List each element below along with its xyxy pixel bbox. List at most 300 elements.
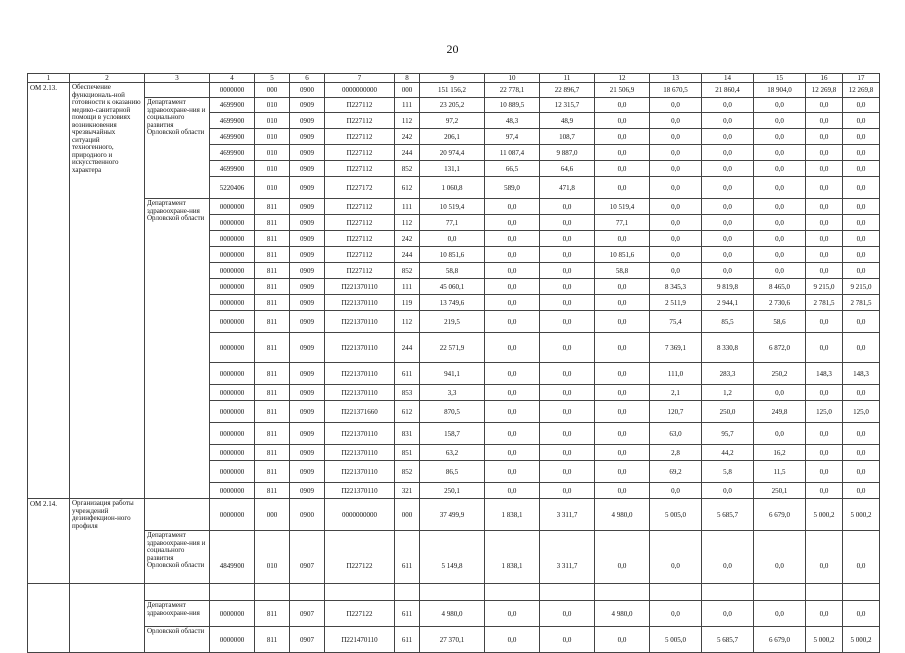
table-cell: 3 311,7 [540, 531, 595, 601]
table-cell: 811 [255, 247, 290, 263]
table-cell: 0000000 [210, 401, 255, 423]
table-cell: 0,0 [754, 263, 806, 279]
table-cell: 18 904,0 [754, 83, 806, 98]
table-cell: 250,1 [420, 483, 485, 499]
table-cell: 811 [255, 601, 290, 627]
table-cell: 2,1 [650, 385, 702, 401]
table-cell: 0909 [290, 401, 325, 423]
table-cell: 0,0 [702, 215, 754, 231]
table-cell: 13 749,6 [420, 295, 485, 311]
table-cell: 5 000,2 [843, 627, 880, 653]
table-cell: 611 [395, 363, 420, 385]
table-cell: 10 851,6 [595, 247, 650, 263]
table-cell: 6 679,0 [754, 499, 806, 531]
table-cell: 0,0 [540, 279, 595, 295]
table-cell: 0,0 [485, 247, 540, 263]
table-cell: 111 [395, 98, 420, 113]
table-cell: 0,0 [754, 129, 806, 145]
table-cell: П221370110 [325, 333, 395, 363]
table-cell: 0000000000 [325, 83, 395, 98]
table-cell: 125,0 [806, 401, 843, 423]
table-cell: 120,7 [650, 401, 702, 423]
table-cell: 0,0 [595, 98, 650, 113]
table-cell: 0,0 [843, 129, 880, 145]
table-cell: 5 685,7 [702, 499, 754, 531]
table-cell: 0909 [290, 145, 325, 161]
table-cell: 0,0 [485, 215, 540, 231]
table-cell: 3,3 [420, 385, 485, 401]
table-cell: П227112 [325, 199, 395, 215]
table-cell: 0,0 [806, 445, 843, 461]
table-cell: 112 [395, 215, 420, 231]
table-cell: 22 571,9 [420, 333, 485, 363]
table-cell: 108,7 [540, 129, 595, 145]
table-cell: 0909 [290, 483, 325, 499]
table-cell: 612 [395, 401, 420, 423]
table-cell: 852 [395, 263, 420, 279]
table-cell: П227122 [325, 531, 395, 601]
table-cell: 158,7 [420, 423, 485, 445]
table-cell: 0000000 [210, 445, 255, 461]
column-number-header: 2 [70, 74, 145, 83]
table-cell: 0,0 [595, 129, 650, 145]
table-cell: 64,6 [540, 161, 595, 177]
table-cell: 5 000,2 [806, 627, 843, 653]
table-cell: 0909 [290, 161, 325, 177]
table-cell: 250,1 [754, 483, 806, 499]
table-cell: 85,5 [702, 311, 754, 333]
table-cell: 0,0 [595, 445, 650, 461]
table-cell: 2 511,9 [650, 295, 702, 311]
table-cell: 86,5 [420, 461, 485, 483]
table-cell: 000 [395, 499, 420, 531]
table-cell: 0,0 [650, 113, 702, 129]
table-cell: 0,0 [540, 247, 595, 263]
table-cell: 0,0 [540, 627, 595, 653]
table-row [28, 531, 880, 601]
table-cell: 0909 [290, 295, 325, 311]
column-number-header: 1 [28, 74, 70, 83]
table-cell: 0,0 [806, 231, 843, 247]
table-cell: 010 [255, 113, 290, 129]
table-cell: 0,0 [540, 601, 595, 627]
table-cell: П221370110 [325, 363, 395, 385]
table-cell: 219,5 [420, 311, 485, 333]
table-cell: 148,3 [806, 363, 843, 385]
table-cell: 0,0 [754, 199, 806, 215]
table-cell: 18 670,5 [650, 83, 702, 98]
table-cell: П221370110 [325, 279, 395, 295]
table-cell: 0909 [290, 263, 325, 279]
table-cell: П227172 [325, 177, 395, 199]
table-cell: П221370110 [325, 445, 395, 461]
table-cell: П227112 [325, 98, 395, 113]
table-cell: 0,0 [754, 385, 806, 401]
table-cell: 1 838,1 [485, 531, 540, 601]
table-cell: 4699900 [210, 98, 255, 113]
table-cell: 0909 [290, 279, 325, 295]
table-cell: 0,0 [485, 423, 540, 445]
table-cell: 0,0 [806, 161, 843, 177]
table-cell: 0909 [290, 177, 325, 199]
table-cell: 811 [255, 215, 290, 231]
table-cell: 0000000 [210, 461, 255, 483]
table-cell: 283,3 [702, 363, 754, 385]
table-cell: 63,2 [420, 445, 485, 461]
table-cell: 4699900 [210, 161, 255, 177]
table-cell: 0,0 [806, 601, 843, 627]
table-cell: П227112 [325, 113, 395, 129]
table-cell: 0,0 [806, 311, 843, 333]
table-cell: 0,0 [595, 231, 650, 247]
table-cell: 0,0 [843, 177, 880, 199]
table-cell: 0,0 [754, 531, 806, 601]
column-number-header: 10 [485, 74, 540, 83]
table-cell: 811 [255, 627, 290, 653]
table-cell: 2 781,5 [843, 295, 880, 311]
table-cell: 244 [395, 333, 420, 363]
table-cell: 0,0 [420, 231, 485, 247]
table-cell: 2 944,1 [702, 295, 754, 311]
table-cell: 811 [255, 445, 290, 461]
table-cell: 941,1 [420, 363, 485, 385]
table-cell: 0000000000 [325, 499, 395, 531]
table-cell: 0000000 [210, 263, 255, 279]
table-cell: 0000000 [210, 363, 255, 385]
department-name: Департамент здравоохране-ния [145, 601, 210, 627]
table-cell: 0,0 [595, 177, 650, 199]
table-cell: 853 [395, 385, 420, 401]
table-cell: 0,0 [485, 333, 540, 363]
table-row [28, 199, 880, 215]
table-cell: 010 [255, 129, 290, 145]
table-cell: 22 778,1 [485, 83, 540, 98]
table-cell: 0,0 [485, 483, 540, 499]
table-cell: 9 215,0 [843, 279, 880, 295]
table-cell: 0,0 [485, 401, 540, 423]
table-cell: 811 [255, 385, 290, 401]
table-cell: 0,0 [595, 401, 650, 423]
table-row [28, 499, 880, 531]
table-cell: 0,0 [843, 483, 880, 499]
table-cell: П221370110 [325, 385, 395, 401]
table-cell: 010 [255, 145, 290, 161]
column-number-header: 14 [702, 74, 754, 83]
table-cell: 0,0 [806, 113, 843, 129]
table-cell: 0,0 [650, 231, 702, 247]
table-cell: 242 [395, 231, 420, 247]
table-cell: 0,0 [702, 601, 754, 627]
table-cell: 852 [395, 161, 420, 177]
table-cell: 0,0 [595, 423, 650, 445]
table-cell: 0,0 [843, 98, 880, 113]
column-number-header: 6 [290, 74, 325, 83]
table-cell: 20 974,4 [420, 145, 485, 161]
table-cell: 0,0 [595, 363, 650, 385]
table-cell: 4 980,0 [420, 601, 485, 627]
table-cell: 0,0 [754, 161, 806, 177]
table-cell: 0,0 [843, 263, 880, 279]
table-cell: 0,0 [843, 311, 880, 333]
table-cell: 0909 [290, 363, 325, 385]
table-cell: 0000000 [210, 423, 255, 445]
table-bottom-rule [27, 583, 879, 584]
table-cell: 0,0 [843, 231, 880, 247]
table-cell: 5 005,0 [650, 499, 702, 531]
table-cell: 66,5 [485, 161, 540, 177]
table-cell: 1 060,8 [420, 177, 485, 199]
table-cell: 0,0 [843, 199, 880, 215]
department-name: Орловской области [145, 627, 210, 653]
table-cell: 21 860,4 [702, 83, 754, 98]
table-cell: 8 345,3 [650, 279, 702, 295]
table-cell: 5 149,8 [420, 531, 485, 601]
table-cell: П227112 [325, 129, 395, 145]
table-cell: 611 [395, 531, 420, 601]
table-cell: 4849900 [210, 531, 255, 601]
table-cell: П221370110 [325, 295, 395, 311]
table-cell: 0000000 [210, 279, 255, 295]
table-cell: 0,0 [485, 461, 540, 483]
table-row [28, 83, 880, 98]
table-cell: 249,8 [754, 401, 806, 423]
table-cell: 0,0 [595, 385, 650, 401]
table-cell: 0,0 [843, 333, 880, 363]
table-cell: 010 [255, 177, 290, 199]
table-cell: 0,0 [806, 333, 843, 363]
column-number-header: 3 [145, 74, 210, 83]
table-cell: 0,0 [754, 145, 806, 161]
table-cell: 0,0 [595, 113, 650, 129]
table-cell: 0,0 [650, 129, 702, 145]
table-cell: 206,1 [420, 129, 485, 145]
table-cell: 0,0 [595, 461, 650, 483]
department-name: Департамент здравоохране-ния и социального развития Орловской области [145, 531, 210, 601]
table-cell: 48,3 [485, 113, 540, 129]
table-cell: 12 315,7 [540, 98, 595, 113]
table-cell: 0000000 [210, 333, 255, 363]
table-cell: 112 [395, 113, 420, 129]
table-cell: 0,0 [806, 263, 843, 279]
table-cell: 589,0 [485, 177, 540, 199]
table-cell: 77,1 [595, 215, 650, 231]
table-cell: 5 000,2 [843, 499, 880, 531]
table-cell: 0909 [290, 311, 325, 333]
table-cell: 0,0 [540, 231, 595, 247]
table-cell: 11,5 [754, 461, 806, 483]
table-cell: 0,0 [702, 199, 754, 215]
table-cell: 244 [395, 145, 420, 161]
table-cell: 0,0 [702, 145, 754, 161]
table-cell: 0,0 [595, 531, 650, 601]
table-cell: П227112 [325, 161, 395, 177]
table-cell: 4699900 [210, 113, 255, 129]
table-cell: 0909 [290, 247, 325, 263]
table-cell: 811 [255, 295, 290, 311]
table-cell: 0,0 [595, 279, 650, 295]
table-cell: 0,0 [595, 311, 650, 333]
department-name: Департамент здравоохране-ния и социального развития Орловской области [145, 98, 210, 199]
table-cell: 0,0 [540, 445, 595, 461]
table-cell: 0,0 [485, 295, 540, 311]
table-cell: 0000000 [210, 247, 255, 263]
table-cell: 0000000 [210, 627, 255, 653]
table-cell: 0,0 [540, 401, 595, 423]
table-cell: 851 [395, 445, 420, 461]
table-cell: 75,4 [650, 311, 702, 333]
table-cell: 44,2 [702, 445, 754, 461]
table-cell: П221370110 [325, 461, 395, 483]
table-cell: 0,0 [702, 161, 754, 177]
table-cell: 0,0 [702, 113, 754, 129]
table-cell: 0,0 [485, 199, 540, 215]
table-cell: 0,0 [702, 531, 754, 601]
table-cell: 870,5 [420, 401, 485, 423]
table-cell: 0,0 [485, 445, 540, 461]
table-cell: 811 [255, 311, 290, 333]
table-cell: 000 [395, 83, 420, 98]
table-cell: 0,0 [485, 601, 540, 627]
table-cell: 45 060,1 [420, 279, 485, 295]
table-cell: 5 000,2 [806, 499, 843, 531]
table-cell: 0,0 [540, 363, 595, 385]
table-cell: 0909 [290, 333, 325, 363]
table-cell: 0,0 [806, 531, 843, 601]
table-cell: 0,0 [650, 145, 702, 161]
table-cell: 0000000 [210, 311, 255, 333]
column-number-header: 8 [395, 74, 420, 83]
table-cell: 0,0 [754, 98, 806, 113]
table-cell: 5 685,7 [702, 627, 754, 653]
table-cell: 9 819,8 [702, 279, 754, 295]
table-cell: 0,0 [702, 129, 754, 145]
table-cell: 0,0 [806, 98, 843, 113]
table-cell: 0,0 [754, 231, 806, 247]
table-cell: 0,0 [806, 129, 843, 145]
table-cell: 10 851,6 [420, 247, 485, 263]
table-cell: 0000000 [210, 215, 255, 231]
column-number-header: 17 [843, 74, 880, 83]
table-cell: 0909 [290, 215, 325, 231]
table-cell: 0000000 [210, 499, 255, 531]
table-cell: 0,0 [806, 423, 843, 445]
column-number-header: 13 [650, 74, 702, 83]
table-cell: 0909 [290, 129, 325, 145]
table-cell: П227112 [325, 231, 395, 247]
table-cell: 131,1 [420, 161, 485, 177]
table-cell: 811 [255, 401, 290, 423]
table-cell: 321 [395, 483, 420, 499]
table-cell: 0900 [290, 499, 325, 531]
table-cell: 111 [395, 199, 420, 215]
table-cell: 0,0 [650, 483, 702, 499]
table-cell: 0,0 [806, 461, 843, 483]
table-cell: П227112 [325, 247, 395, 263]
table-cell: П221370110 [325, 311, 395, 333]
table-cell: 0909 [290, 98, 325, 113]
table-cell: 4699900 [210, 145, 255, 161]
table-cell: 6 679,0 [754, 627, 806, 653]
table-cell: 0,0 [485, 627, 540, 653]
table-cell: 0,0 [754, 177, 806, 199]
table-cell: 250,2 [754, 363, 806, 385]
measure-title: Обеспечение функциональ-ной готовности к оказанию медико-санитарной помощи в условиях возникновения чрезвычайных ситуаций техногенного, природного и искусственного характера [70, 83, 145, 499]
table-cell: 0,0 [702, 231, 754, 247]
table-cell: 0,0 [540, 461, 595, 483]
table-cell: 0,0 [540, 333, 595, 363]
table-cell: 0,0 [806, 215, 843, 231]
column-number-header: 9 [420, 74, 485, 83]
table-cell: 0,0 [754, 247, 806, 263]
table-cell: 010 [255, 531, 290, 601]
table-cell: 0000000 [210, 231, 255, 247]
table-cell: 5220406 [210, 177, 255, 199]
table-cell: 0,0 [702, 98, 754, 113]
table-cell: 0000000 [210, 295, 255, 311]
column-number-header: 11 [540, 74, 595, 83]
table-cell: 0,0 [806, 145, 843, 161]
table-cell: 471,8 [540, 177, 595, 199]
table-cell: 811 [255, 483, 290, 499]
empty-cell [145, 83, 210, 98]
table-cell: 0,0 [702, 247, 754, 263]
table-cell: 21 506,9 [595, 83, 650, 98]
table-cell: 0000000 [210, 83, 255, 98]
table-cell: 4 980,0 [595, 499, 650, 531]
table-cell: 95,7 [702, 423, 754, 445]
table-cell: 0,0 [540, 199, 595, 215]
table-cell: 0,0 [485, 385, 540, 401]
table-cell: 0,0 [754, 113, 806, 129]
table-cell: П221370110 [325, 423, 395, 445]
table-cell: 8 465,0 [754, 279, 806, 295]
table-cell: 0,0 [485, 311, 540, 333]
column-number-header: 15 [754, 74, 806, 83]
table-cell: 8 330,8 [702, 333, 754, 363]
table-cell: 12 269,8 [843, 83, 880, 98]
table-cell: 0,0 [806, 385, 843, 401]
table-cell: 2 730,6 [754, 295, 806, 311]
table-cell: 0,0 [843, 113, 880, 129]
table-cell: 16,2 [754, 445, 806, 461]
table-cell: 58,8 [595, 263, 650, 279]
table-cell: 000 [255, 499, 290, 531]
table-cell: 111,0 [650, 363, 702, 385]
table-row [28, 601, 880, 627]
table-cell: 0,0 [843, 445, 880, 461]
table-cell: 0907 [290, 627, 325, 653]
table-cell: 811 [255, 279, 290, 295]
table-cell: 0,0 [843, 161, 880, 177]
table-cell: 250,0 [702, 401, 754, 423]
measure-code: ОМ 2.14. [28, 499, 70, 653]
table-cell: 0,0 [540, 483, 595, 499]
table-cell: 242 [395, 129, 420, 145]
column-number-header: 12 [595, 74, 650, 83]
table-cell: 0,0 [595, 333, 650, 363]
table-cell: 0909 [290, 461, 325, 483]
table-cell: 0,0 [843, 601, 880, 627]
table-cell: 5,8 [702, 461, 754, 483]
table-cell: 0,0 [595, 161, 650, 177]
table-cell: 77,1 [420, 215, 485, 231]
table-cell: 612 [395, 177, 420, 199]
table-cell: 11 087,4 [485, 145, 540, 161]
table-cell: 0,0 [595, 483, 650, 499]
table-cell: 0,0 [754, 215, 806, 231]
table-cell: 0,0 [540, 295, 595, 311]
table-cell: 0,0 [540, 311, 595, 333]
